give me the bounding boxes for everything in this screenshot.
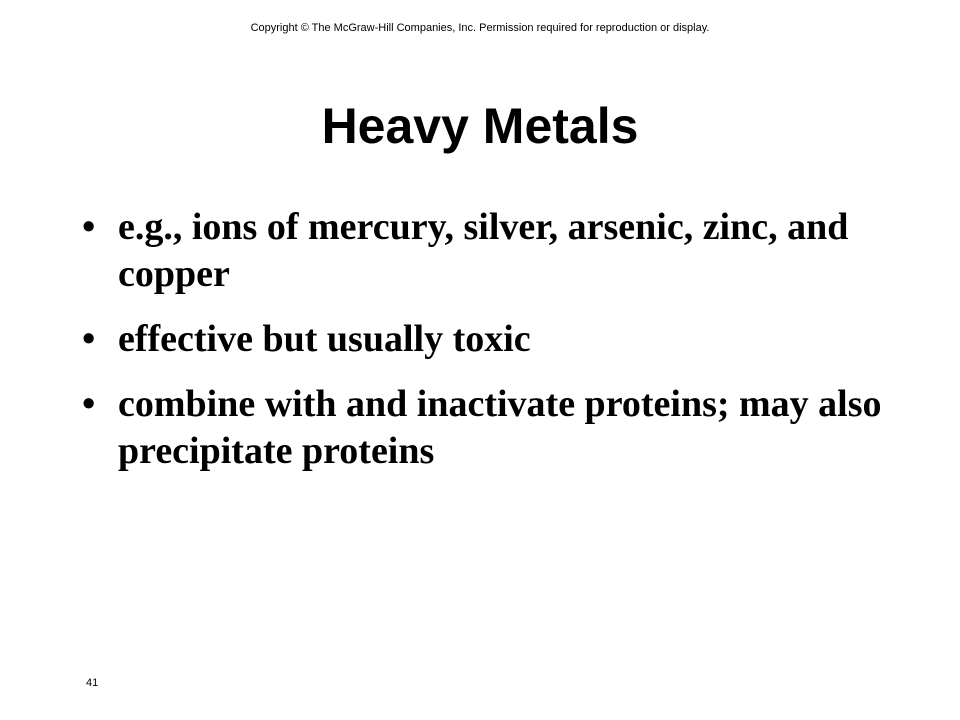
slide-number: 41 xyxy=(86,677,99,689)
bullet-icon: • xyxy=(82,318,96,360)
bullet-item xyxy=(82,381,882,475)
bullet-text: combine with and inactivate proteins; may also precipitate proteins xyxy=(118,383,882,472)
bullet-icon: • xyxy=(82,383,96,425)
bullet-item xyxy=(82,204,882,298)
bullet-text: e.g., ions of mercury, silver, arsenic, zinc, and copper xyxy=(118,206,849,295)
bullet-text: effective but usually toxic xyxy=(118,318,531,360)
bullet-item xyxy=(82,316,882,363)
copyright-notice: Copyright © The McGraw-Hill Companies, Inc. Permission required for reproduction or display. xyxy=(250,22,710,34)
bullet-icon: • xyxy=(82,206,96,248)
bullet-list xyxy=(82,204,882,493)
slide-title: Heavy Metals xyxy=(321,98,639,154)
